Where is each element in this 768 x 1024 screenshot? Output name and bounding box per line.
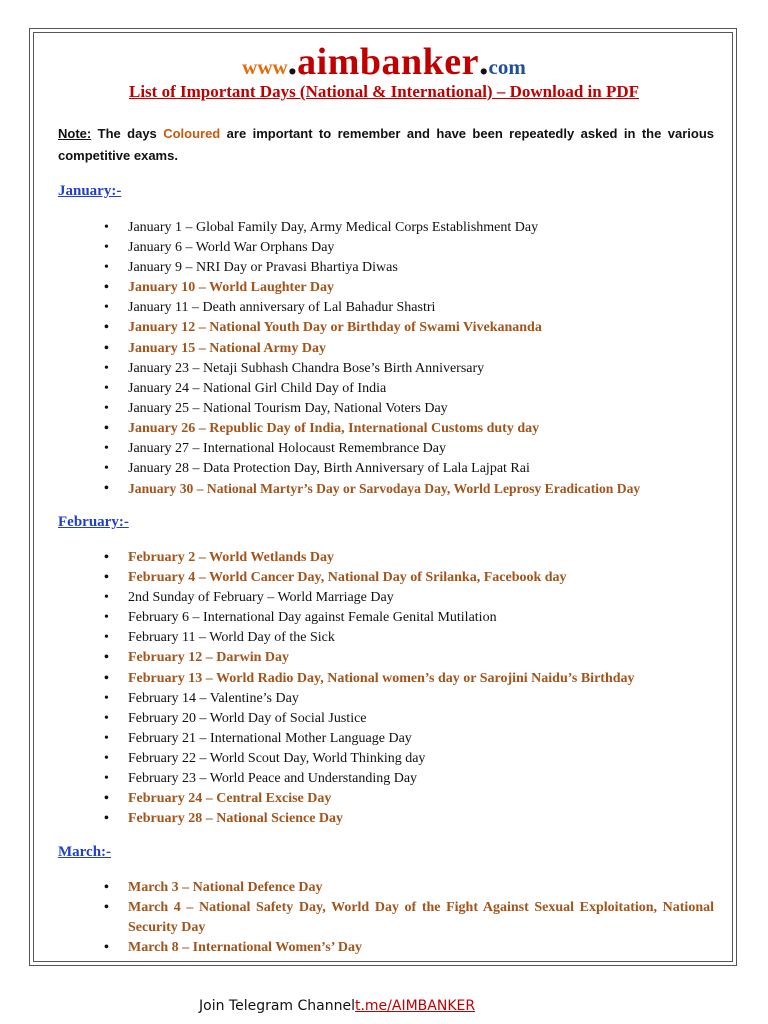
list-item: • February 11 – World Day of the Sick <box>58 628 714 648</box>
list-item: • February 12 – Darwin Day <box>58 648 714 668</box>
logo-dot-1: . <box>287 41 298 83</box>
list-item: • February 21 – International Mother Language Day <box>58 729 714 749</box>
footer-label: Join Telegram Channel <box>199 998 355 1014</box>
list-item: • January 9 – NRI Day or Pravasi Bhartiya Diwas <box>58 258 714 278</box>
note-label: Note: <box>58 126 92 141</box>
logo-dot-2: . <box>479 41 489 83</box>
list-item: • February 4 – World Cancer Day, National Day of Srilanka, Facebook day <box>58 568 714 588</box>
list-item: • March 8 – International Women’s’ Day <box>58 938 714 958</box>
note-highlight: Coloured <box>163 126 221 141</box>
list-item: • January 10 – World Laughter Day <box>58 278 714 298</box>
list-february <box>58 548 714 829</box>
list-item: • January 11 – Death anniversary of Lal Bahadur Shastri <box>58 298 714 318</box>
list-item: • January 15 – National Army Day <box>58 339 714 359</box>
list-item: • March 4 – National Safety Day, World Day of the Fight Against Sexual Exploitation, National Security Day <box>58 898 714 938</box>
list-item: • January 24 – National Girl Child Day of India <box>58 379 714 399</box>
list-item: • February 24 – Central Excise Day <box>58 789 714 809</box>
logo-brand: aimbanker <box>297 41 480 83</box>
document-title[interactable]: List of Important Days (National & International) – Download in PDF <box>128 82 640 101</box>
list-item: • February 23 – World Peace and Understanding Day <box>58 769 714 789</box>
section-heading-january: January:- <box>58 183 122 199</box>
section-heading-february: February:- <box>58 514 129 530</box>
list-item: • February 2 – World Wetlands Day <box>58 548 714 568</box>
list-item: • January 12 – National Youth Day or Birthday of Swami Vivekananda <box>58 318 714 338</box>
list-item: • February 6 – International Day against Female Genital Mutilation <box>58 608 714 628</box>
list-item: • 2nd Sunday of February – World Marriage Day <box>58 588 714 608</box>
note-text-after: are important to remember and have been repeatedly asked in the various competitive exams. <box>58 126 714 163</box>
list-item: • February 28 – National Science Day <box>58 809 714 829</box>
list-item: • January 23 – Netaji Subhash Chandra Bose’s Birth Anniversary <box>58 359 714 379</box>
note-text-before: The days <box>91 126 164 141</box>
list-item: • March 3 – National Defence Day <box>58 878 714 898</box>
telegram-footer <box>199 998 475 1014</box>
telegram-link[interactable]: t.me/AIMBANKER <box>354 998 476 1014</box>
list-item: • January 26 – Republic Day of India, International Customs duty day <box>58 419 714 439</box>
note-paragraph <box>58 123 714 167</box>
logo-prefix: www <box>242 55 288 79</box>
list-item: • February 14 – Valentine’s Day <box>58 689 714 709</box>
list-item: • January 25 – National Tourism Day, National Voters Day <box>58 399 714 419</box>
list-item: • January 28 – Data Protection Day, Birth Anniversary of Lala Lajpat Rai <box>58 459 714 479</box>
list-march <box>58 878 714 958</box>
list-item: • February 20 – World Day of Social Justice <box>58 709 714 729</box>
logo-suffix: com <box>488 55 526 79</box>
site-logo[interactable] <box>0 40 768 83</box>
list-item: • January 30 – National Martyr’s Day or Sarvodaya Day, World Leprosy Eradication Day <box>58 479 714 499</box>
list-item: • January 27 – International Holocaust Remembrance Day <box>58 439 714 459</box>
list-item: • January 6 – World War Orphans Day <box>58 238 714 258</box>
list-january <box>58 218 714 499</box>
list-item: • February 13 – World Radio Day, National women’s day or Sarojini Naidu’s Birthday <box>58 669 714 689</box>
section-heading-march: March:- <box>58 844 112 860</box>
list-item: • January 1 – Global Family Day, Army Medical Corps Establishment Day <box>58 218 714 238</box>
list-item: • February 22 – World Scout Day, World Thinking day <box>58 749 714 769</box>
